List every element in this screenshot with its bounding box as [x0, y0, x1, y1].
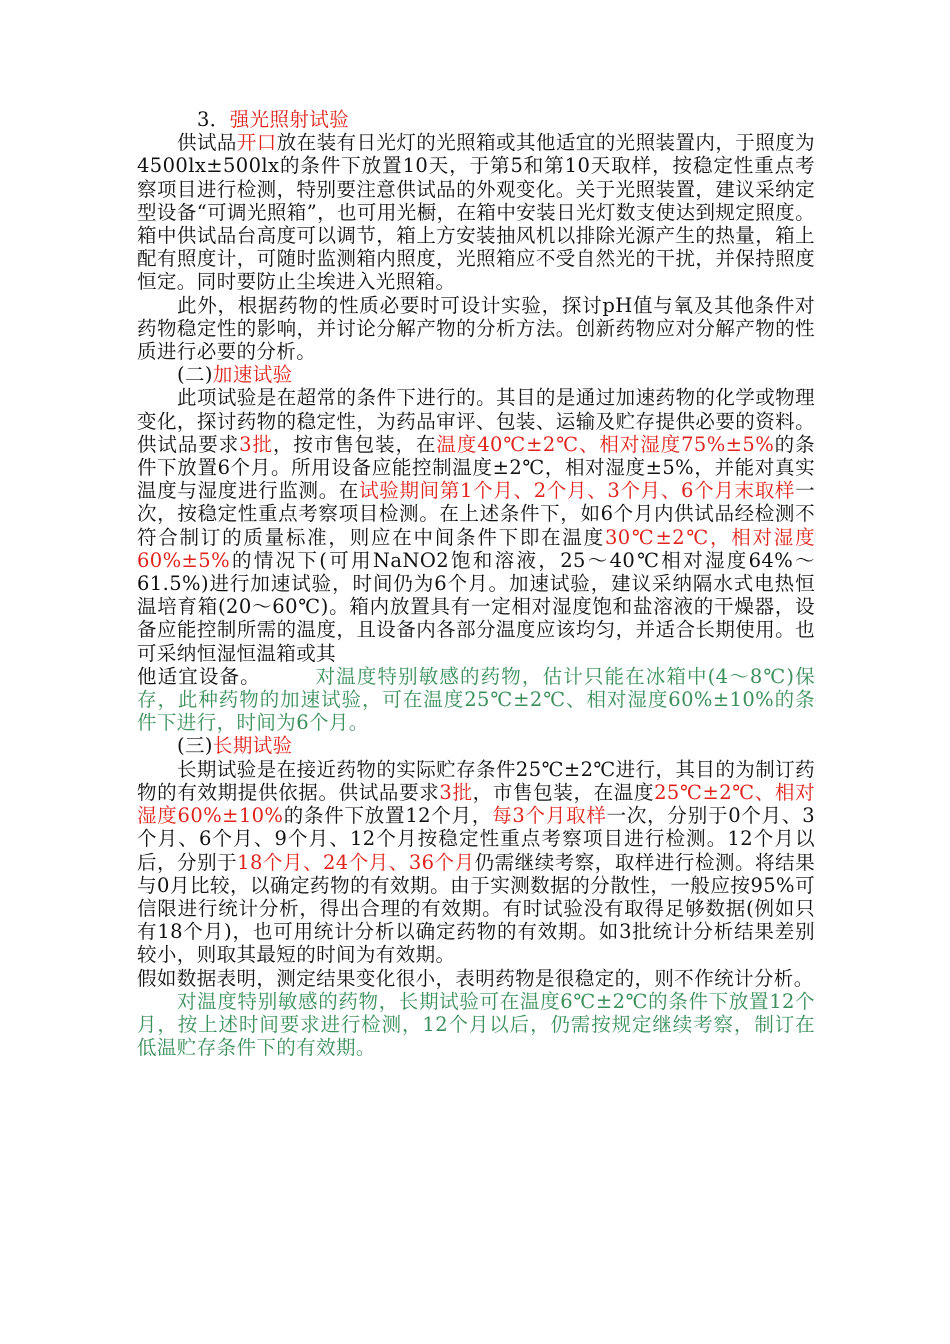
text-run: 的条件下放置12个月， [283, 804, 493, 828]
section-number: 3． [197, 108, 230, 131]
section-number: (三) [177, 734, 213, 758]
paragraph-long-term-sensitive [137, 990, 815, 1060]
document-body [137, 108, 815, 1059]
highlight-run: 每3个月取样 [492, 804, 607, 828]
section-heading-photostability [137, 108, 815, 131]
highlight-run: 对温度特别敏感的药物，长期试验可在温度6℃±2℃的条件下放置12个月，按上述时间要求进行检测，12个月以后，仍需按规定继续考察，制订在低温贮存条件下的有效期。 [137, 989, 815, 1060]
text-run: 他适宜设备。 [137, 664, 261, 688]
highlight-run: 30℃±2℃，相对湿度60%±5% [137, 525, 815, 572]
text-run: 放在装有日光灯的光照箱或其他适宜的光照装置内，于照度为4500lx±500lx的条件下放置10天，于第5和第10天取样，按稳定性重点考察项目进行检测，特别要注意供试品的外观变化。关于光照装置，建议采纳定型设备“可调光照箱”，也可用光橱，在箱中安装日光灯数支使达到规定照度。箱中供试品台高度可以调节，箱上方安装抽风机以排除光源产生的热量，箱上配有照度计，可随时监测箱内照度，光照箱应不受自然光的干扰，并保持照度恒定。同时要防止尘埃进入光照箱。 [137, 131, 816, 294]
text-run: 一次，分别于0个月、3个月、6个月、9个月、12个月按稳定性重点考察项目进行检测。12个月以后，分别于 [137, 804, 816, 874]
text-run: 一次，按稳定性重点考察项目检测。在上述条件下，如6个月内供试品经检测不符合制订的质量标准，则应在中间条件下即在温度 [137, 479, 815, 549]
highlight-run: 对温度特别敏感的药物，估计只能在冰箱中(4～8℃)保存，此种药物的加速试验，可在温度25℃±2℃、相对湿度60%±10%的条件下进行，时间为6个月。 [137, 664, 815, 735]
text-run: 此外，根据药物的性质必要时可设计实验，探讨pH值与氧及其他条件对药物稳定性的影响，并讨论分解产物的分析方法。创新药物应对分解产物的性质进行必要的分析。 [137, 293, 815, 364]
text-run: ，按市售包装，在 [272, 432, 437, 456]
paragraph-long-term [137, 758, 815, 967]
highlight-run: 试验期间第1个月、2个月、3个月、6个月末取样 [359, 479, 796, 503]
paragraph-accelerated [137, 386, 815, 664]
highlight-run: 3批 [239, 432, 273, 456]
text-run: ，市售包装，在温度 [472, 780, 655, 804]
highlight-run: 18个月、24个月、36个月 [237, 850, 475, 874]
section-title: 长期试验 [212, 734, 293, 758]
text-run: 供试品 [177, 131, 237, 155]
section-heading-long-term [137, 734, 815, 757]
highlight-run: 开口 [236, 131, 277, 155]
highlight-run: 温度40℃±2℃、相对湿度75%±5% [436, 432, 775, 456]
section-title: 加速试验 [212, 363, 293, 387]
text-run: 此项试验是在超常的条件下进行的。其目的是通过加速药物的化学或物理变化，探讨药物的稳定性，为药品审评、包装、运输及贮存提供必要的资料。供试品要求 [137, 386, 815, 456]
paragraph-photostability [137, 131, 815, 293]
section-heading-accelerated [137, 363, 815, 386]
section-number: (二) [177, 363, 213, 387]
highlight-run: 3批 [439, 780, 473, 804]
highlight-run: 25℃±2℃、相对湿度60%±10% [137, 780, 815, 828]
text-run: 仍需继续考察，取样进行检测。将结果与0月比较，以确定药物的有效期。由于实测数据的分散性，一般应按95%可信限进行统计分析，得出合理的有效期。有时试验没有取得足够数据(例如只有18个月)，也可用统计分析以确定药物的有效期。如3批统计分析结果差别较小，则取其最短的时间为有效期。 [137, 850, 815, 967]
paragraph-additional [137, 294, 815, 364]
text-run: 的情况下(可用NaNO2饱和溶液，25～40℃相对湿度64%～61.5%)进行加速试验，时间仍为6个月。加速试验，建议采纳隔水式电热恒温培育箱(20～60℃)。箱内放置具有一定相对湿度饱和盐溶液的干燥器，设备应能控制所需的温度，且设备内各部分温度应该均匀，并适合长期使用。也可采纳恒湿恒温箱或其 [137, 548, 815, 665]
text-run: 长期试验是在接近药物的实际贮存条件25℃±2℃进行，其目的为制订药物的有效期提供依据。供试品要求 [137, 757, 815, 804]
text-run: 的条件下放置6个月。所用设备应能控制温度±2℃，相对湿度±5%，并能对真实温度与湿度进行监测。在 [137, 432, 815, 503]
text-run: 假如数据表明，测定结果变化很小，表明药物是很稳定的，则不作统计分析。 [137, 966, 814, 990]
paragraph-accelerated-sensitive [137, 665, 815, 735]
section-title: 强光照射试验 [229, 108, 350, 131]
paragraph-stable-data [137, 967, 815, 990]
